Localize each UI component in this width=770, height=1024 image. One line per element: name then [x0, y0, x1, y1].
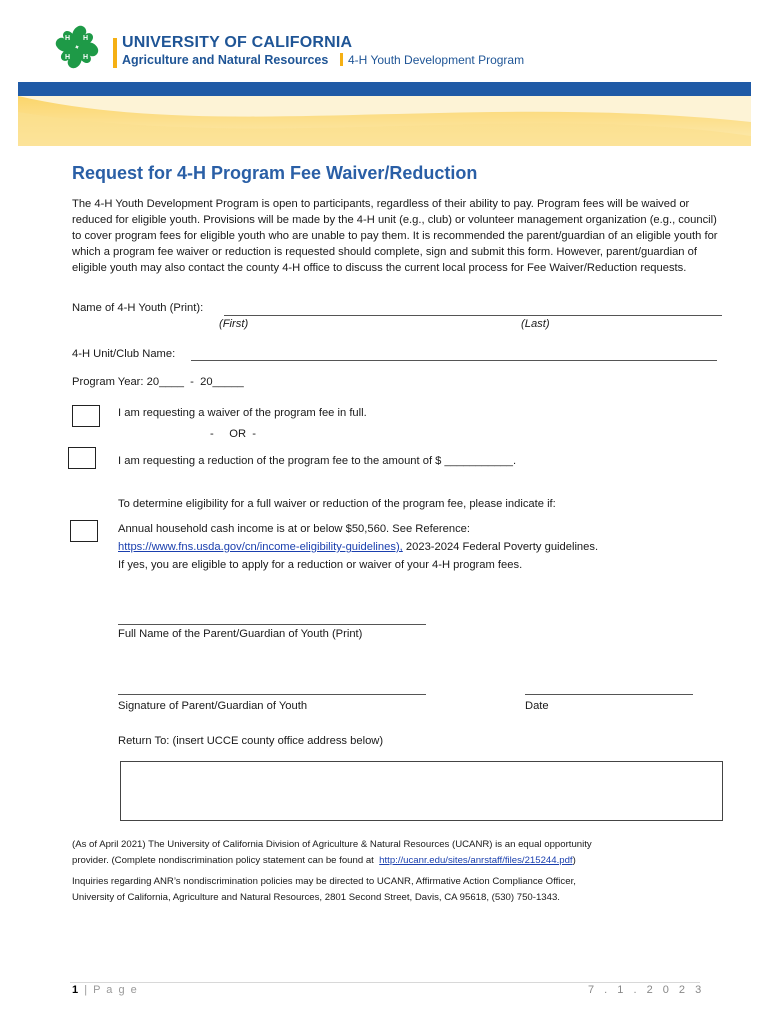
org-subtitle: Agriculture and Natural Resources: [122, 53, 329, 67]
or-separator: - OR -: [210, 428, 256, 440]
first-name-caption: (First): [219, 318, 249, 330]
income-reference-line: [118, 541, 598, 553]
notice-line-2-close: ): [572, 855, 576, 866]
signature-label: Signature of Parent/Guardian of Youth: [118, 700, 308, 712]
date-label: Date: [525, 700, 549, 712]
return-address-box[interactable]: [120, 761, 723, 821]
org-title: UNIVERSITY OF CALIFORNIA: [122, 34, 353, 51]
footer-rule: [70, 982, 700, 983]
signature-field[interactable]: [118, 694, 426, 695]
program-name: 4-H Youth Development Program: [348, 53, 525, 67]
notice-line-1: (As of April 2021) The University of California Division of Agriculture & Natural Resources (UCANR) is an equal opportunity: [72, 839, 592, 850]
header-band: [18, 82, 751, 146]
reduction-checkbox[interactable]: [68, 447, 96, 469]
svg-text:H: H: [83, 54, 89, 61]
income-checkbox[interactable]: [70, 520, 98, 542]
parent-name-field[interactable]: [118, 624, 426, 625]
page-word: | P a g e: [84, 984, 139, 996]
intro-paragraph: The 4-H Youth Development Program is open to participants, regardless of their ability to pay. Program fees will be waived or reduced for eligible youth. Provisions will be made by the 4-H unit (e.g., club) or volunteer management organization (e.g., council) to cover program fees for eligible youth who are unable to pay them. It is recommended the parent/guardian of an eligible youth for which a program fee waiver or reduction is requested should complete, sign and submit this form. However, parent/guardian of eligible youth may also contact the county 4-H office to discuss the current local process for Fee Waiver/Reduction requests.: [72, 198, 718, 274]
page-number: 1: [72, 984, 80, 996]
eligibility-note: If yes, you are eligible to apply for a reduction or waiver of your 4-H program fees.: [118, 559, 523, 571]
program-accent-bar: [340, 53, 343, 66]
eligibility-intro: To determine eligibility for a full waiver or reduction of the program fee, please indicate if:: [118, 498, 556, 510]
notice-line-4: University of California, Agriculture and Natural Resources, 2801 Second Street, Davis, CA 95618, (530) 750-1343.: [72, 892, 560, 903]
form-title: Request for 4-H Program Fee Waiver/Reduction: [72, 163, 478, 183]
waiver-checkbox[interactable]: [72, 405, 100, 427]
notice-line-3: Inquiries regarding ANR’s nondiscrimination policies may be directed to UCANR, Affirmative Action Compliance Officer,: [72, 876, 576, 887]
program-year-field[interactable]: Program Year: 20____ - 20_____: [72, 376, 244, 388]
income-statement: Annual household cash income is at or below $50,560. See Reference:: [118, 523, 471, 535]
poverty-guidelines-text: 2023-2024 Federal Poverty guidelines.: [402, 541, 599, 553]
notice-line-2-text: provider. (Complete nondiscrimination policy statement can be found at: [72, 855, 380, 866]
page-indicator: [72, 984, 138, 996]
notice-line-2: [72, 853, 576, 870]
youth-name-label: Name of 4-H Youth (Print):: [72, 302, 204, 314]
date-field[interactable]: [525, 694, 693, 695]
waiver-label: I am requesting a waiver of the program fee in full.: [118, 407, 367, 419]
svg-text:H: H: [65, 54, 71, 61]
4h-clover-logo: [52, 22, 102, 72]
youth-name-field[interactable]: [224, 315, 722, 316]
unit-name-label: 4-H Unit/Club Name:: [72, 348, 176, 360]
last-name-caption: (Last): [521, 318, 550, 330]
svg-text:H: H: [65, 35, 71, 42]
nondiscrimination-policy-link[interactable]: http://ucanr.edu/sites/anrstaff/files/215244.pdf: [379, 855, 573, 866]
svg-text:H: H: [83, 35, 89, 42]
usda-guidelines-link[interactable]: https://www.fns.usda.gov/cn/income-eligibility-guidelines),: [118, 541, 403, 553]
revision-date: 7 . 1 . 2 0 2 3: [588, 984, 705, 996]
uc-accent-bar: [113, 38, 117, 68]
reduction-label: I am requesting a reduction of the program fee to the amount of $ ___________.: [118, 455, 517, 467]
parent-name-label: Full Name of the Parent/Guardian of Youth (Print): [118, 628, 363, 640]
unit-name-field[interactable]: [191, 360, 717, 361]
return-to-label: Return To: (insert UCCE county office address below): [118, 735, 384, 747]
